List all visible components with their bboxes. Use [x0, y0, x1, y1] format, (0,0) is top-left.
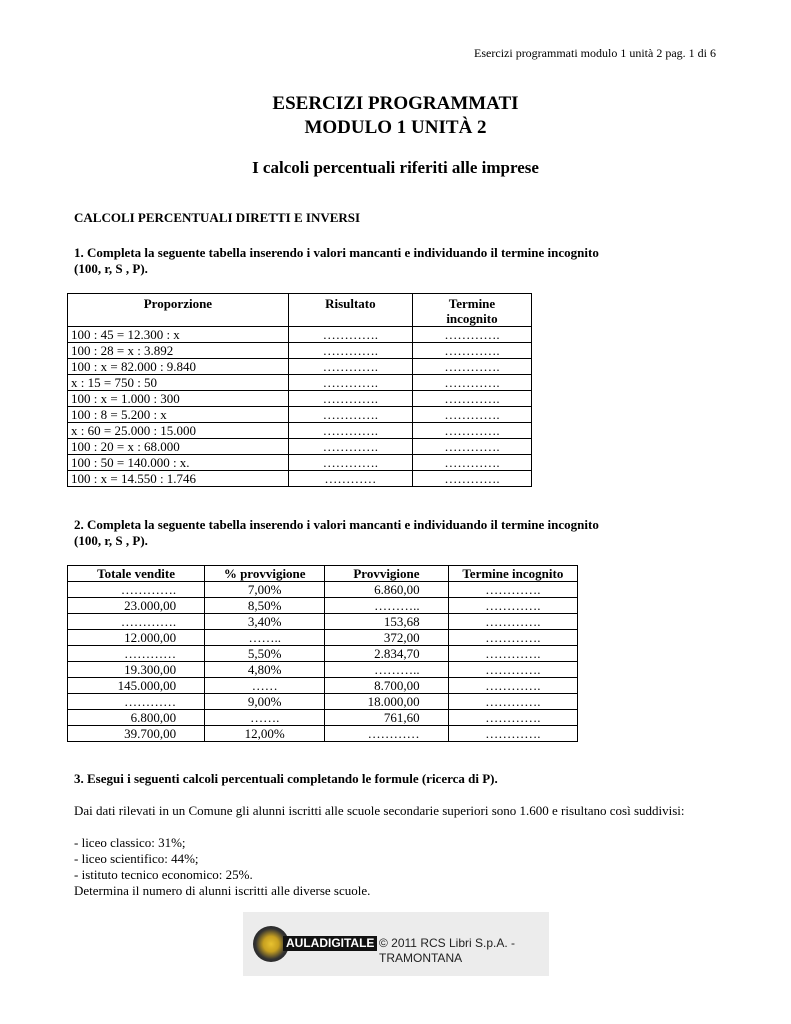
table-cell: 3,40% — [205, 614, 325, 630]
table-cell: …………. — [68, 582, 205, 598]
table-cell: 6.800,00 — [68, 710, 205, 726]
table-cell: 19.300,00 — [68, 662, 205, 678]
table-cell: ……….. — [325, 662, 448, 678]
section-heading: CALCOLI PERCENTUALI DIRETTI E INVERSI — [74, 210, 361, 225]
table-cell: …………. — [288, 455, 412, 471]
table-row — [68, 471, 532, 487]
table-cell: …………. — [412, 359, 531, 375]
table-row — [68, 375, 532, 391]
table-cell: 145.000,00 — [68, 678, 205, 694]
table-cell: 23.000,00 — [68, 598, 205, 614]
column-header-line: Termine — [448, 296, 496, 311]
column-header-termine-incognito: Termine incognito — [448, 566, 577, 582]
exercise-1-line2: (100, r, S , P). — [74, 261, 148, 276]
table-header-row — [68, 294, 532, 327]
list-item: - istituto tecnico economico: 25%. — [74, 867, 253, 882]
table-row — [68, 678, 578, 694]
page-title-line2: MODULO 1 UNITÀ 2 — [304, 117, 487, 138]
table-cell: …………. — [412, 455, 531, 471]
table-row — [68, 726, 578, 742]
table-cell: 153,68 — [325, 614, 448, 630]
table-cell: …………. — [288, 327, 412, 343]
table-cell: x : 60 = 25.000 : 15.000 — [68, 423, 289, 439]
exercise-3-list — [74, 835, 253, 883]
table-cell: …………. — [288, 343, 412, 359]
page-title-line1: ESERCIZI PROGRAMMATI — [272, 93, 519, 114]
table-cell: 8.700,00 — [325, 678, 448, 694]
table-cell: …………. — [448, 582, 577, 598]
table-cell: ………… — [288, 471, 412, 487]
table-cell: 18.000,00 — [325, 694, 448, 710]
table-cell: …………. — [412, 327, 531, 343]
exercise-1-table — [67, 293, 532, 487]
table-cell: 100 : 50 = 140.000 : x. — [68, 455, 289, 471]
table-cell: 12,00% — [205, 726, 325, 742]
table-cell: …………. — [448, 662, 577, 678]
table-cell: …………. — [288, 391, 412, 407]
table-row — [68, 598, 578, 614]
exercise-2-line2: (100, r, S , P). — [74, 533, 148, 548]
table-cell: 761,60 — [325, 710, 448, 726]
table-cell: …………. — [412, 407, 531, 423]
table-row — [68, 662, 578, 678]
table-cell: …………. — [448, 646, 577, 662]
table-row — [68, 343, 532, 359]
table-cell: …………. — [288, 359, 412, 375]
table-cell: 372,00 — [325, 630, 448, 646]
table-row — [68, 646, 578, 662]
exercise-3-paragraph: Dai dati rilevati in un Comune gli alunni iscritti alle scuole secondarie superiori sono 1.600 e risultano così suddivisi: — [74, 803, 685, 818]
table-cell: 4,80% — [205, 662, 325, 678]
table-cell: ……….. — [325, 598, 448, 614]
table-cell: …………. — [448, 614, 577, 630]
table-cell: x : 15 = 750 : 50 — [68, 375, 289, 391]
table-row — [68, 407, 532, 423]
exercise-3-closing: Determina il numero di alunni iscritti alle diverse scuole. — [74, 883, 371, 898]
copyright-text: © 2011 RCS Libri S.p.A. - TRAMONTANA — [379, 936, 516, 965]
exercise-2-table — [67, 565, 578, 742]
exercise-3-heading: 3. Esegui i seguenti calcoli percentuali completando le formule (ricerca di P). — [74, 771, 498, 786]
exercise-1-line1: 1. Completa la seguente tabella inserendo i valori mancanti e individuando il termine incognito — [74, 245, 599, 260]
table-cell: 100 : 45 = 12.300 : x — [68, 327, 289, 343]
table-row — [68, 439, 532, 455]
running-header: Esercizi programmati modulo 1 unità 2 pag. 1 di 6 — [474, 46, 716, 60]
table-row — [68, 327, 532, 343]
table-cell: …………. — [448, 598, 577, 614]
table-cell: 100 : 28 = x : 3.892 — [68, 343, 289, 359]
table-cell: ………… — [68, 646, 205, 662]
table-cell: …………. — [412, 343, 531, 359]
table-cell: …………. — [448, 630, 577, 646]
table-cell: …………. — [412, 375, 531, 391]
table-cell: …………. — [412, 423, 531, 439]
table-cell: 2.834,70 — [325, 646, 448, 662]
column-header-totale-vendite: Totale vendite — [68, 566, 205, 582]
exercise-1-table-body — [68, 327, 532, 487]
table-row — [68, 391, 532, 407]
table-row — [68, 630, 578, 646]
column-header-proporzione: Proporzione — [68, 294, 289, 327]
table-cell: 6.860,00 — [325, 582, 448, 598]
table-cell: 100 : x = 14.550 : 1.746 — [68, 471, 289, 487]
table-cell: …………. — [288, 439, 412, 455]
table-cell: …………. — [448, 710, 577, 726]
table-cell: …………. — [288, 423, 412, 439]
column-header-provvigione: Provvigione — [325, 566, 448, 582]
table-row — [68, 423, 532, 439]
list-item: - liceo classico: 31%; — [74, 835, 186, 850]
table-cell: …………. — [68, 614, 205, 630]
table-cell: ……. — [205, 710, 325, 726]
table-cell: 5,50% — [205, 646, 325, 662]
table-row — [68, 614, 578, 630]
table-row — [68, 359, 532, 375]
exercise-2-instructions — [74, 517, 599, 549]
table-cell: ………… — [325, 726, 448, 742]
column-header-percent-provvigione: % provvigione — [205, 566, 325, 582]
table-cell: …………. — [288, 407, 412, 423]
table-header-row — [68, 566, 578, 582]
table-cell: 100 : x = 1.000 : 300 — [68, 391, 289, 407]
table-cell: …… — [205, 678, 325, 694]
table-cell: 100 : 8 = 5.200 : x — [68, 407, 289, 423]
table-cell: 100 : 20 = x : 68.000 — [68, 439, 289, 455]
publisher-logo — [243, 912, 549, 976]
table-cell: …………. — [448, 726, 577, 742]
table-cell: 9,00% — [205, 694, 325, 710]
column-header-line: incognito — [446, 311, 498, 326]
exercise-2-line1: 2. Completa la seguente tabella inserendo i valori mancanti e individuando il termine incognito — [74, 517, 599, 532]
table-cell: …………. — [448, 694, 577, 710]
table-row — [68, 710, 578, 726]
table-cell: …….. — [205, 630, 325, 646]
table-row — [68, 455, 532, 471]
table-cell: …………. — [448, 678, 577, 694]
table-cell: …………. — [412, 471, 531, 487]
table-cell: 12.000,00 — [68, 630, 205, 646]
table-cell: 8,50% — [205, 598, 325, 614]
column-header-risultato: Risultato — [288, 294, 412, 327]
table-cell: 39.700,00 — [68, 726, 205, 742]
column-header-termine-incognito — [412, 294, 531, 327]
exercise-2-table-body — [68, 582, 578, 742]
logo-wordmark: AULADIGITALE — [283, 936, 377, 951]
page-subtitle: I calcoli percentuali riferiti alle imprese — [252, 158, 539, 177]
table-cell: …………. — [412, 439, 531, 455]
table-row — [68, 582, 578, 598]
table-cell: ………… — [68, 694, 205, 710]
list-item: - liceo scientifico: 44%; — [74, 851, 199, 866]
exercise-1-instructions — [74, 245, 599, 277]
table-row — [68, 694, 578, 710]
table-cell: …………. — [288, 375, 412, 391]
table-cell: 7,00% — [205, 582, 325, 598]
table-cell: 100 : x = 82.000 : 9.840 — [68, 359, 289, 375]
table-cell: …………. — [412, 391, 531, 407]
